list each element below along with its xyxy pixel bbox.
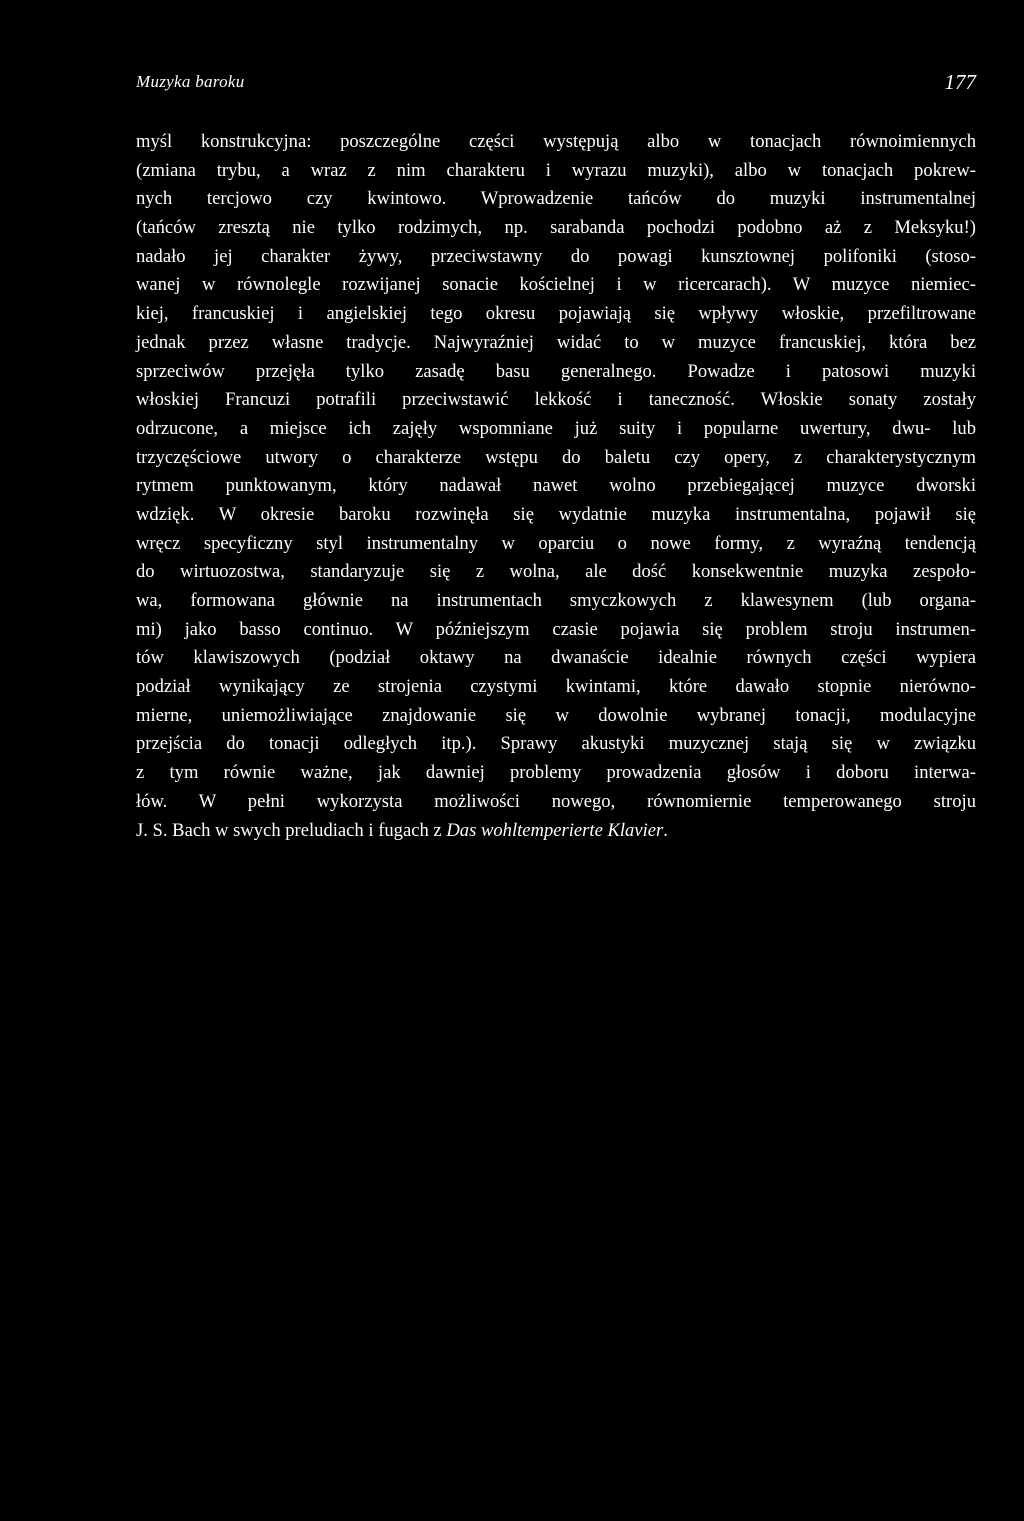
text-line: z tym równie ważne, jak dawniej problemy prowadzenia głosów i doboru interwa- [136,762,976,784]
running-title: Muzyka baroku [136,72,245,91]
text-segment: . [663,819,668,841]
book-title: Das wohltemperierte Klavier [446,819,664,841]
text-line: kiej, francuskiej i angielskiej tego okresu pojawiają się wpływy włoskie, przefiltrowane [136,303,976,325]
text-line: przejścia do tonacji odległych itp.). Sprawy akustyki muzycznej stają się w związku [136,733,976,755]
text-line: mi) jako basso continuo. W późniejszym czasie pojawia się problem stroju instrumen- [136,618,976,640]
text-line: mierne, uniemożliwiające znajdowanie się w dowolnie wybranej tonacji, modulacyjne [136,704,976,726]
text-line: łów. W pełni wykorzysta możliwości nowego, równomiernie temperowanego stroju [136,790,976,812]
text-line: rytmem punktowanym, który nadawał nawet wolno przebiegającej muzyce dworski [136,475,976,497]
text-line: trzyczęściowe utwory o charakterze wstępu do baletu czy opery, z charakterystycznym [136,446,976,468]
text-line: odrzucone, a miejsce ich zajęły wspomniane już suity i popularne uwertury, dwu- lub [136,417,976,439]
text-line: wdzięk. W okresie baroku rozwinęła się wydatnie muzyka instrumentalna, pojawił się [136,503,976,525]
text-line: tów klawiszowych (podział oktawy na dwanaście idealnie równych części wypiera [136,647,976,669]
text-segment: J. S. Bach w swych preludiach i fugach z [136,819,447,841]
text-line: (zmiana trybu, a wraz z nim charakteru i wyrazu muzyki), albo w tonacjach pokrew- [136,159,976,181]
body-text [136,128,976,845]
page-number: 177 [944,70,976,94]
text-line: włoskiej Francuzi potrafili przeciwstawić lekkość i taneczność. Włoskie sonaty zostały [136,389,976,411]
text-line: jednak przez własne tradycje. Najwyraźniej widać to w muzyce francuskiej, która bez [136,331,976,353]
text-line: nadało jej charakter żywy, przeciwstawny do powagi kunsztownej polifoniki (stoso- [136,245,976,267]
text-line: wa, formowana głównie na instrumentach smyczkowych z klawesynem (lub organa- [136,590,976,611]
text-line: sprzeciwów przejęła tylko zasadę basu generalnego. Powadze i patosowi muzyki [136,360,976,382]
running-head [136,70,976,100]
text-line: (tańców zresztą nie tylko rodzimych, np. sarabanda pochodzi podobno aż z Meksyku!) [136,217,976,239]
text-line: wanej w równolegle rozwijanej sonacie kościelnej i w ricercarach). W muzyce niemiec- [136,274,976,296]
text-line: do wirtuozostwa, standaryzuje się z wolna, ale dość konsekwentnie muzyka zespoło- [136,561,976,583]
text-line: nych tercjowo czy kwintowo. Wprowadzenie tańców do muzyki instrumentalnej [136,188,976,210]
text-line: myśl konstrukcyjna: poszczególne części występują albo w tonacjach równoimiennych [136,131,976,152]
text-line: wręcz specyficzny styl instrumentalny w oparciu o nowe formy, z wyraźną tendencją [136,532,976,554]
text-line-last [136,817,976,846]
text-line: podział wynikający ze strojenia czystymi kwintami, które dawało stopnie nierówno- [136,676,976,698]
